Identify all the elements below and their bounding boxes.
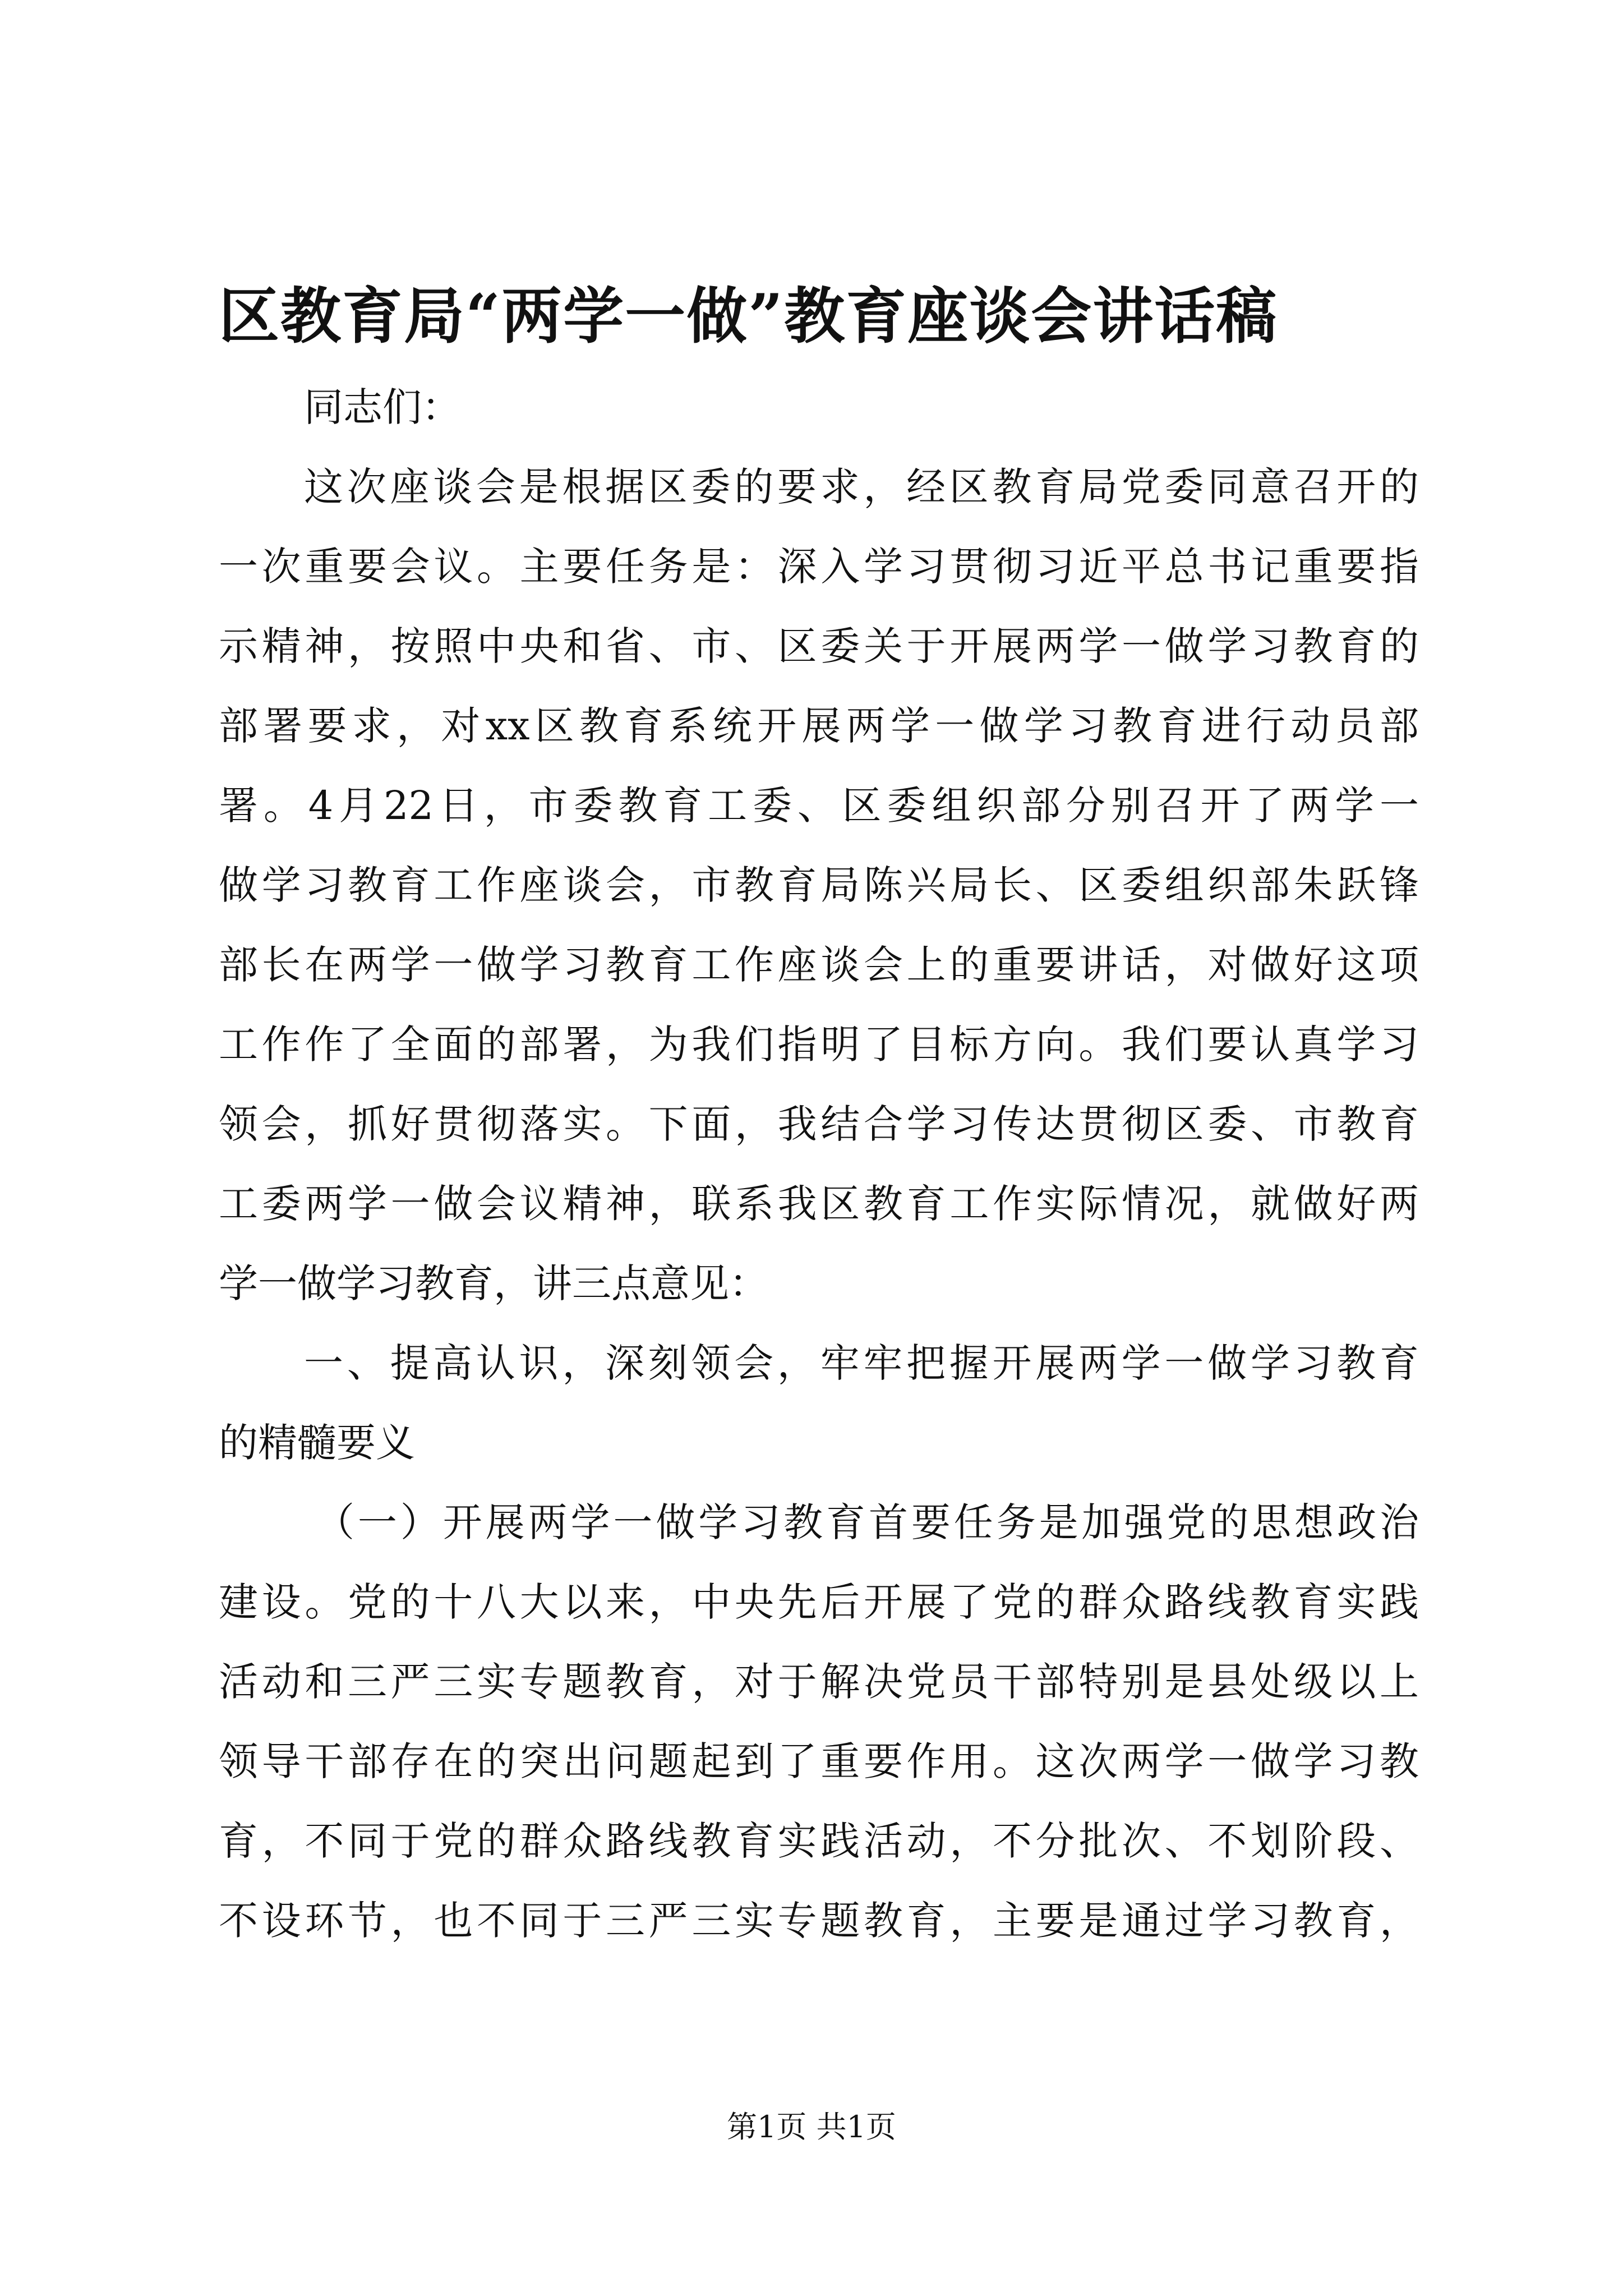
paragraph-line: 建设。党的十八大以来，中央先后开展了党的群众路线教育实践 (219, 1579, 1419, 1625)
section-heading-line: 的精髓要义 (219, 1420, 415, 1466)
paragraph-line: 署。4月22日，市委教育工委、区委组织部分别召开了两学一 (219, 783, 1419, 829)
paragraph-line: 一次重要会议。主要任务是：深入学习贯彻习近平总书记重要指 (219, 544, 1419, 590)
paragraph-line: 领会，抓好贯彻落实。下面，我结合学习传达贯彻区委、市教育 (219, 1101, 1419, 1147)
salutation: 同志们： (304, 384, 461, 430)
document-body (219, 367, 1419, 1961)
document-title: 区教育局“两学一做”教育座谈会讲话稿 (219, 281, 1278, 352)
paragraph-line: 工作作了全面的部署，为我们指明了目标方向。我们要认真学习 (219, 1022, 1419, 1068)
paragraph-line: 部署要求，对xx区教育系统开展两学一做学习教育进行动员部 (219, 703, 1419, 749)
paragraph-line: 领导干部存在的突出问题起到了重要作用。这次两学一做学习教 (219, 1738, 1419, 1784)
page-footer: 第1页 共1页 (727, 2109, 896, 2145)
paragraph-line: 活动和三严三实专题教育，对于解决党员干部特别是县处级以上 (219, 1659, 1419, 1705)
subsection-line: （一）开展两学一做学习教育首要任务是加强党的思想政治 (315, 1499, 1419, 1545)
paragraph-line: 这次座谈会是根据区委的要求，经区教育局党委同意召开的 (304, 464, 1419, 510)
paragraph-line: 做学习教育工作座谈会，市教育局陈兴局长、区委组织部朱跃锋 (219, 862, 1419, 908)
paragraph-line: 学一做学习教育，讲三点意见： (219, 1260, 768, 1306)
paragraph-line: 育，不同于党的群众路线教育实践活动，不分批次、不划阶段、 (219, 1818, 1419, 1864)
paragraph-line: 示精神，按照中央和省、市、区委关于开展两学一做学习教育的 (219, 623, 1419, 669)
section-heading-line: 一、提高认识，深刻领会，牢牢把握开展两学一做学习教育 (304, 1340, 1419, 1386)
paragraph-line: 部长在两学一做学习教育工作座谈会上的重要讲话，对做好这项 (219, 942, 1419, 988)
paragraph-line: 工委两学一做会议精神，联系我区教育工作实际情况，就做好两 (219, 1181, 1419, 1227)
paragraph-line: 不设环节，也不同于三严三实专题教育，主要是通过学习教育， (219, 1898, 1419, 1944)
